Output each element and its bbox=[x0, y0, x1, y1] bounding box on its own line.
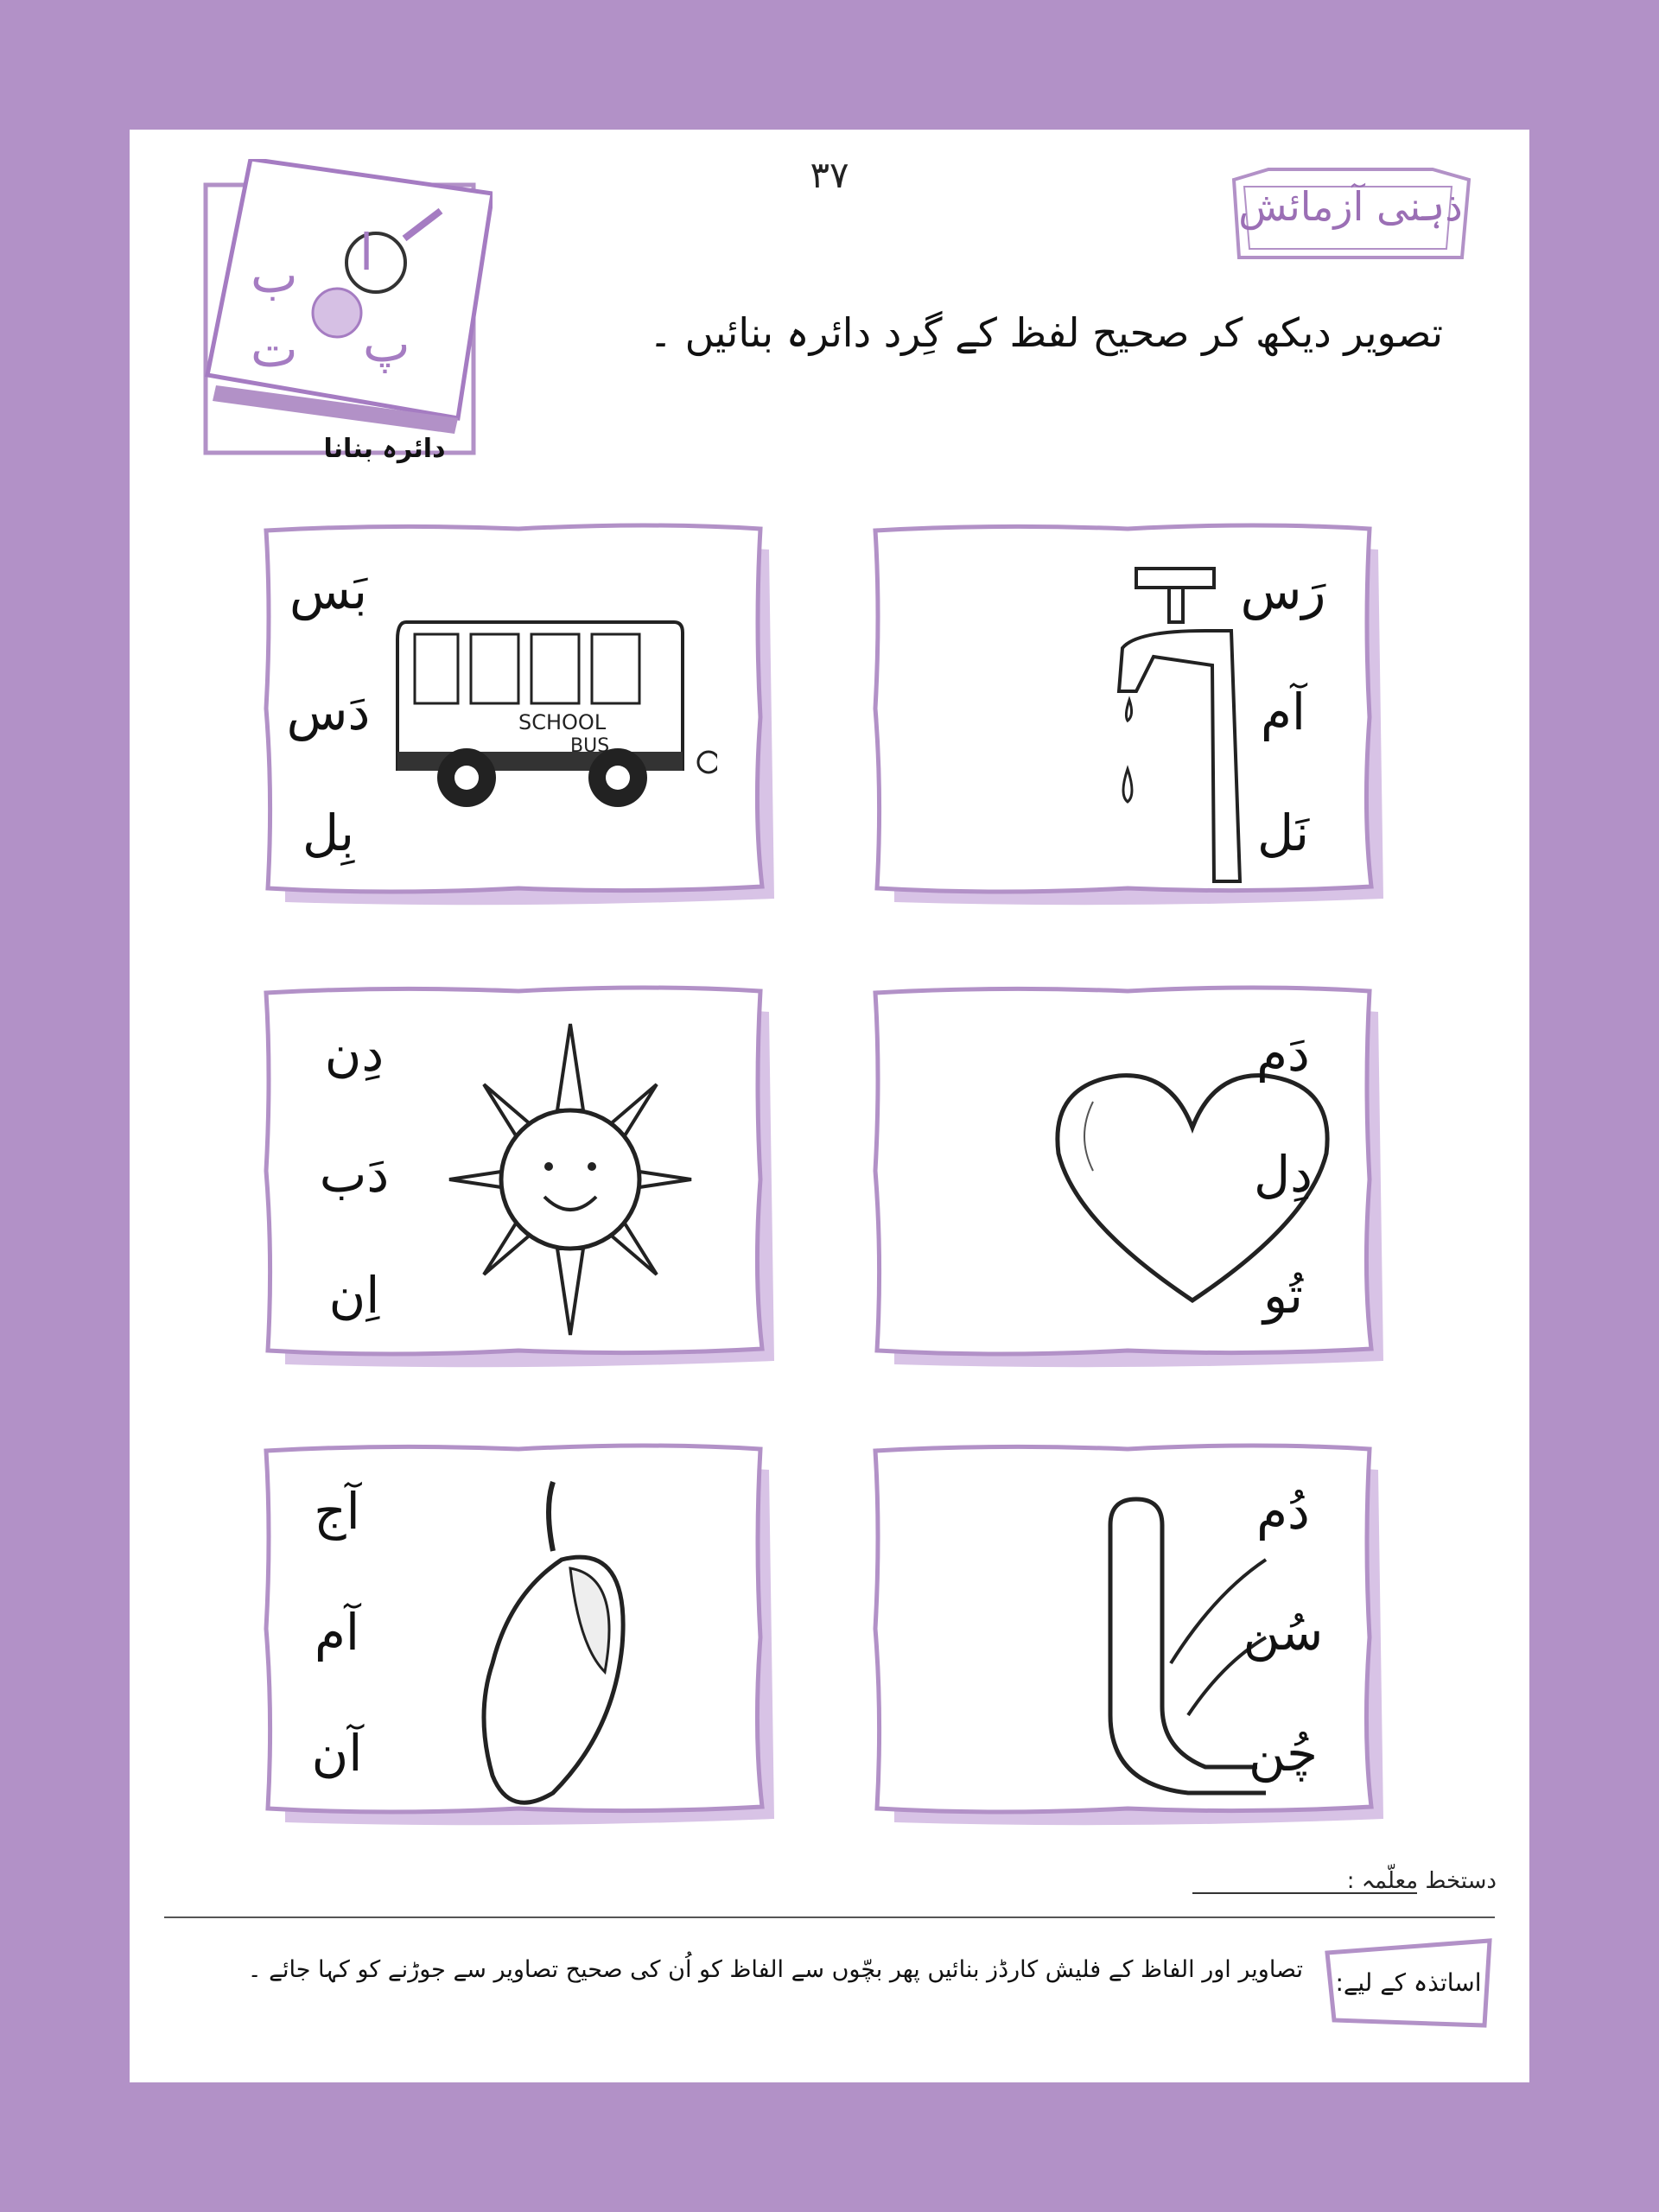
word-option[interactable]: سُن bbox=[1243, 1603, 1324, 1662]
picture-card-thumb bbox=[868, 1439, 1387, 1836]
word-option[interactable]: آن bbox=[311, 1724, 363, 1783]
word-option[interactable]: چُن bbox=[1248, 1724, 1318, 1783]
picture-card-tap bbox=[868, 518, 1387, 916]
word-option[interactable]: دَس bbox=[286, 683, 371, 741]
word-option[interactable]: آج bbox=[314, 1482, 360, 1541]
picture-card-heart bbox=[868, 981, 1387, 1378]
word-option[interactable]: بِل bbox=[302, 804, 355, 862]
word-option[interactable]: آم bbox=[314, 1603, 360, 1662]
school-bus-icon bbox=[389, 613, 717, 830]
picture-card-bus bbox=[259, 518, 778, 916]
divider bbox=[164, 1916, 1495, 1918]
word-option[interactable]: دِل bbox=[1254, 1145, 1313, 1204]
instruction: تصویر دیکھ کر صحیح لفظ کے گِرد دائرہ بنائیں ۔ bbox=[649, 309, 1443, 356]
signature-label: دستخط معلّمہ : bbox=[1346, 1868, 1497, 1894]
badge bbox=[1225, 162, 1476, 266]
corner-letter-bay: ب bbox=[251, 245, 298, 304]
flash-card-frame bbox=[199, 159, 493, 461]
signature-line[interactable] bbox=[1192, 1892, 1417, 1894]
flash-card-label: دائرہ بنانا bbox=[323, 434, 446, 464]
teacher-label: اساتذہ کے لیے: bbox=[1335, 1968, 1482, 1997]
word-option[interactable]: دِن bbox=[324, 1024, 385, 1083]
word-option[interactable]: دُم bbox=[1256, 1482, 1310, 1541]
page-number: ۳۷ bbox=[810, 154, 849, 196]
picture-card-sun bbox=[259, 981, 778, 1378]
mango-icon bbox=[458, 1473, 648, 1810]
bus-text-bus: BUS bbox=[570, 735, 610, 757]
word-option[interactable]: آم bbox=[1260, 683, 1306, 741]
word-option[interactable]: دَب bbox=[319, 1145, 390, 1204]
bus-text-school: SCHOOL bbox=[518, 710, 607, 734]
word-option[interactable]: بَس bbox=[289, 562, 368, 620]
worksheet-page bbox=[130, 130, 1529, 2082]
corner-letter-alif: ا bbox=[359, 223, 374, 282]
corner-letter-tay: ت bbox=[251, 320, 298, 378]
corner-letter-pay: پ bbox=[363, 315, 410, 373]
picture-card-mango bbox=[259, 1439, 778, 1836]
sun-icon bbox=[441, 1015, 700, 1344]
badge-title: ذہنی آزمائش bbox=[1238, 183, 1463, 230]
word-option[interactable]: دَم bbox=[1256, 1024, 1310, 1083]
flash-card-illustration bbox=[199, 159, 493, 464]
word-option[interactable]: تُو bbox=[1262, 1266, 1304, 1325]
word-option[interactable]: رَس bbox=[1240, 562, 1326, 620]
word-option[interactable]: نَل bbox=[1256, 804, 1310, 862]
word-option[interactable]: اِن bbox=[328, 1266, 380, 1325]
teacher-note: تصاویر اور الفاظ کے فلیش کارڈز بنائیں پھر بچّوں سے الفاظ کو اُن کی صحیح تصاویر سے جوڑنے کو کہا جائے ۔ bbox=[247, 1956, 1303, 1983]
